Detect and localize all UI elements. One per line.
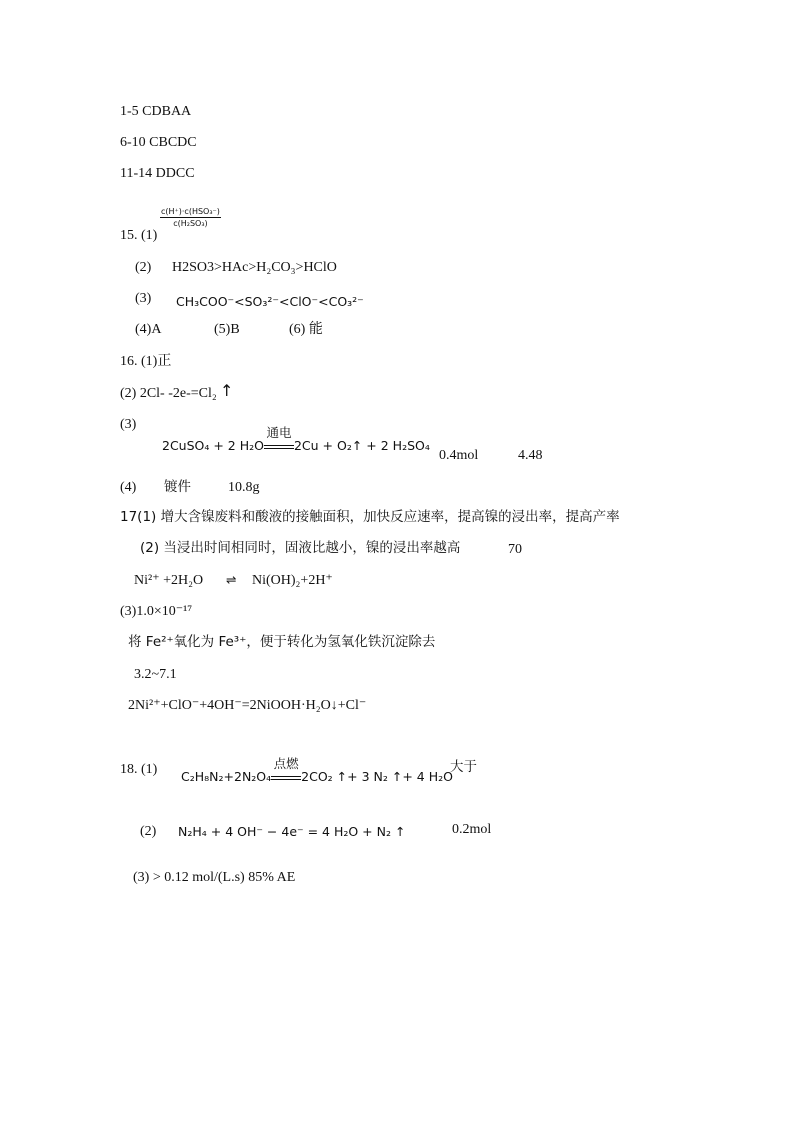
gas-up-arrow-icon: ↑ [220, 381, 234, 400]
q18-eq-left: C₂H₈N₂+2N₂O₄ [181, 769, 272, 784]
answers-1-5: 1-5 CDBAA [120, 104, 192, 119]
q15-p3-label: (3) [135, 291, 152, 306]
q15-p6: (6) 能 [289, 322, 323, 337]
q16-p1: 16. (1)正 [120, 354, 172, 369]
q15-ka-denominator: c(H₂SO₃) [173, 219, 208, 228]
q15-p3-text: CH₃COO⁻<SO₃²⁻<ClO⁻<CO₃²⁻ [176, 294, 364, 309]
q16-volume: 4.48 [518, 448, 543, 463]
q18-eq-condition: 点燃 [273, 756, 299, 771]
answers-6-10: 6-10 CBCDC [120, 135, 197, 150]
q16-p4-item: 镀件 [164, 479, 191, 495]
q16-electrolysis-equation [162, 425, 430, 453]
q15-p2-label: (2) [135, 260, 152, 275]
q15-p5: (5)B [214, 322, 240, 337]
q18-p2-equation: N₂H₄ + 4 OH⁻ − 4e⁻ = 4 H₂O + N₂ ↑ [178, 824, 406, 839]
q18-label: 18. (1) [120, 762, 158, 777]
q18-p2-label: (2) [140, 824, 157, 839]
q17-p1: 17(1) 增大含镍废料和酸液的接触面积，加快反应速率，提高镍的浸出率，提高产率 [120, 509, 620, 525]
q16-p3-label: (3) [120, 417, 137, 432]
q15-label: 15. (1) [120, 228, 158, 243]
q16-p2: (2) 2Cl- -2e-=Cl₂ [120, 386, 217, 401]
q18-p1-answer: 大于 [450, 759, 477, 775]
q17-hydrolysis-left: Ni²⁺ +2H₂O [134, 573, 204, 588]
q17-p3-text: 将 Fe²⁺氧化为 Fe³⁺，便于转化为氢氧化铁沉淀除去 [128, 634, 436, 650]
reaction-condition [264, 425, 294, 453]
q17-hydrolysis-right: Ni(OH)₂+2H⁺ [252, 573, 333, 588]
q16-eq-condition: 通电 [266, 425, 292, 440]
q16-eq-right: 2Cu + O₂↑ + 2 H₂SO₄ [293, 438, 430, 453]
q17-p2-value: 70 [508, 542, 522, 557]
q15-ka-numerator: c(H⁺)·c(HSO₃⁻) [161, 207, 220, 216]
q16-mol: 0.4mol [439, 448, 479, 463]
q16-p4-label: (4) [120, 480, 137, 495]
q16-eq-left: 2CuSO₄ + 2 H₂O [162, 438, 264, 453]
reaction-condition [271, 756, 301, 784]
q18-p2-value: 0.2mol [452, 822, 492, 837]
answers-11-14: 11-14 DDCC [120, 166, 195, 181]
q15-p2-text: H2SO3>HAc>H₂CO₃>HClO [172, 260, 337, 275]
q18-combustion-equation [181, 756, 453, 784]
q17-p3-equation: 2Ni²⁺+ClO⁻+4OH⁻=2NiOOH·H₂O↓+Cl⁻ [128, 698, 367, 713]
q18-eq-right: 2CO₂ ↑+ 3 N₂ ↑+ 4 H₂O [301, 769, 453, 784]
equilibrium-arrow-icon: ⇌ [226, 572, 237, 587]
q17-p3-range: 3.2~7.1 [134, 667, 177, 682]
q15-p4: (4)A [135, 322, 162, 337]
q17-p3: (3)1.0×10⁻¹⁷ [120, 604, 193, 619]
q16-p4-mass: 10.8g [228, 480, 260, 495]
q17-p2: (2) 当浸出时间相同时，固液比越小，镍的浸出率越高 [140, 540, 461, 556]
q15-ka-fraction [160, 207, 221, 228]
q18-p3: (3) > 0.12 mol/(L.s) 85% AE [133, 870, 296, 885]
